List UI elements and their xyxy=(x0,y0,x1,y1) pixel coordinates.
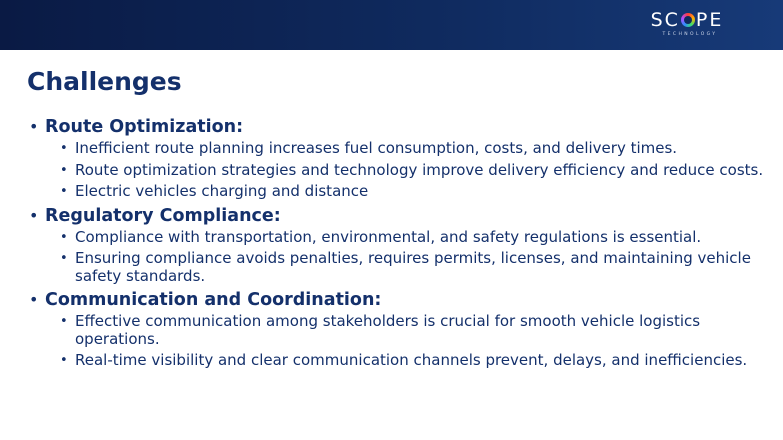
slide-content xyxy=(29,115,764,370)
section-communication-coordination xyxy=(29,288,764,370)
logo-text-left: SC xyxy=(650,9,680,31)
slide-title: Challenges xyxy=(27,67,182,96)
list-item: • Electric vehicles charging and distance xyxy=(45,183,764,201)
scope-technology-logo xyxy=(637,9,737,43)
header-banner xyxy=(0,0,783,50)
section-heading: • Communication and Coordination: xyxy=(45,290,382,310)
logo-text-right: PE xyxy=(695,9,724,31)
color-ring-icon xyxy=(681,13,695,27)
list-item: • Compliance with transportation, environmental, and safety regulations is essential. xyxy=(45,229,764,247)
list-item: • Inefficient route planning increases fuel consumption, costs, and delivery times. xyxy=(45,140,764,158)
list-item: • Real-time visibility and clear communication channels prevent, delays, and inefficiencies. xyxy=(45,352,764,370)
section-route-optimization xyxy=(29,115,764,201)
logo-subtext: TECHNOLOGY xyxy=(662,32,718,37)
challenge-list xyxy=(29,115,764,370)
section-regulatory-compliance xyxy=(29,204,764,286)
point-list xyxy=(45,229,764,286)
section-heading: • Regulatory Compliance: xyxy=(45,205,281,226)
list-item: • Effective communication among stakeholders is crucial for smooth vehicle logistics operations. xyxy=(45,313,764,348)
logo-wordmark xyxy=(637,9,737,31)
point-list xyxy=(45,313,764,370)
list-item: • Ensuring compliance avoids penalties, requires permits, licenses, and maintaining vehicle safety standards. xyxy=(45,250,764,285)
section-heading: • Route Optimization: xyxy=(45,117,244,137)
list-item: • Route optimization strategies and technology improve delivery efficiency and reduce costs. xyxy=(45,162,764,180)
point-list xyxy=(45,140,764,201)
